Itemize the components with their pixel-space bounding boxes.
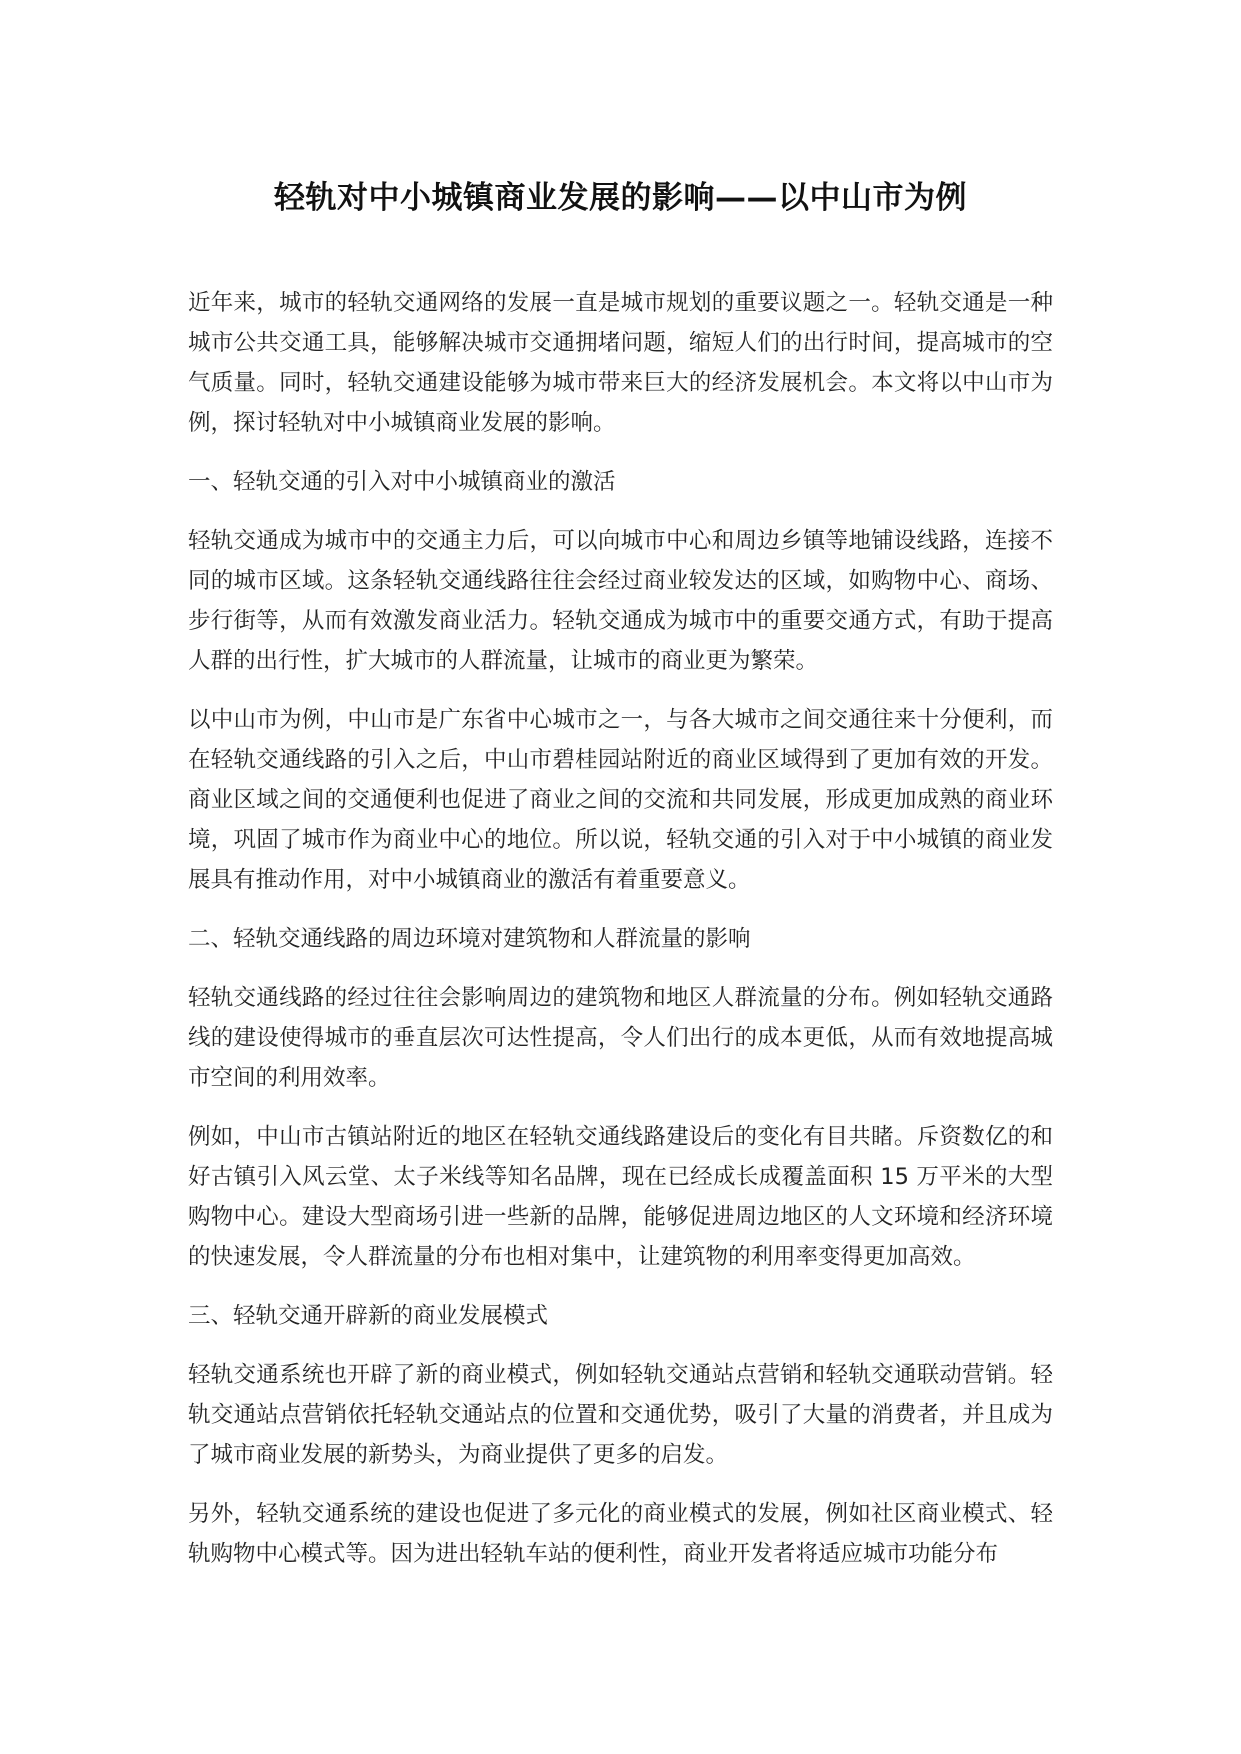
paragraph-section-3-b: 另外，轻轨交通系统的建设也促进了多元化的商业模式的发展，例如社区商业模式、轻轨购物中心模式等。因为进出轻轨车站的便利性，商业开发者将适应城市功能分布: [188, 1501, 1053, 1567]
document-title: 轻轨对中小城镇商业发展的影响——以中山市为例: [274, 180, 967, 216]
section-heading-2: 二、轻轨交通线路的周边环境对建筑物和人群流量的影响: [188, 926, 751, 952]
paragraph-section-2-b: 例如，中山市古镇站附近的地区在轻轨交通线路建设后的变化有目共睹。斥资数亿的和好古镇引入风云堂、太子米线等知名品牌，现在已经成长成覆盖面积 15 万平米的大型购物中心。建设大型商场引进一些新的品牌，能够促进周边地区的人文环境和经济环境的快速发展，令人群流量的分布也相对集中，让建筑物的利用率变得更加高效。: [188, 1124, 1053, 1270]
paragraph-section-3-a: 轻轨交通系统也开辟了新的商业模式，例如轻轨交通站点营销和轻轨交通联动营销。轻轨交通站点营销依托轻轨交通站点的位置和交通优势，吸引了大量的消费者，并且成为了城市商业发展的新势头，为商业提供了更多的启发。: [188, 1362, 1053, 1468]
section-heading-1: 一、轻轨交通的引入对中小城镇商业的激活: [188, 469, 616, 495]
section-heading-3: 三、轻轨交通开辟新的商业发展模式: [188, 1303, 549, 1329]
paragraph-intro: 近年来，城市的轻轨交通网络的发展一直是城市规划的重要议题之一。轻轨交通是一种城市公共交通工具，能够解决城市交通拥堵问题，缩短人们的出行时间，提高城市的空气质量。同时，轻轨交通建设能够为城市带来巨大的经济发展机会。本文将以中山市为例，探讨轻轨对中小城镇商业发展的影响。: [188, 290, 1053, 436]
paragraph-section-2-a: 轻轨交通线路的经过往往会影响周边的建筑物和地区人群流量的分布。例如轻轨交通路线的建设使得城市的垂直层次可达性提高，令人们出行的成本更低，从而有效地提高城市空间的利用效率。: [188, 985, 1053, 1091]
paragraph-section-1-a: 轻轨交通成为城市中的交通主力后，可以向城市中心和周边乡镇等地铺设线路，连接不同的城市区域。这条轻轨交通线路往往会经过商业较发达的区域，如购物中心、商场、步行街等，从而有效激发商业活力。轻轨交通成为城市中的重要交通方式，有助于提高人群的出行性，扩大城市的人群流量，让城市的商业更为繁荣。: [188, 528, 1053, 674]
paragraph-section-1-b: 以中山市为例，中山市是广东省中心城市之一，与各大城市之间交通往来十分便利，而在轻轨交通线路的引入之后，中山市碧桂园站附近的商业区域得到了更加有效的开发。商业区域之间的交通便利也促进了商业之间的交流和共同发展，形成更加成熟的商业环境，巩固了城市作为商业中心的地位。所以说，轻轨交通的引入对于中小城镇的商业发展具有推动作用，对中小城镇商业的激活有着重要意义。: [188, 707, 1053, 893]
document-body: [188, 283, 1053, 1593]
